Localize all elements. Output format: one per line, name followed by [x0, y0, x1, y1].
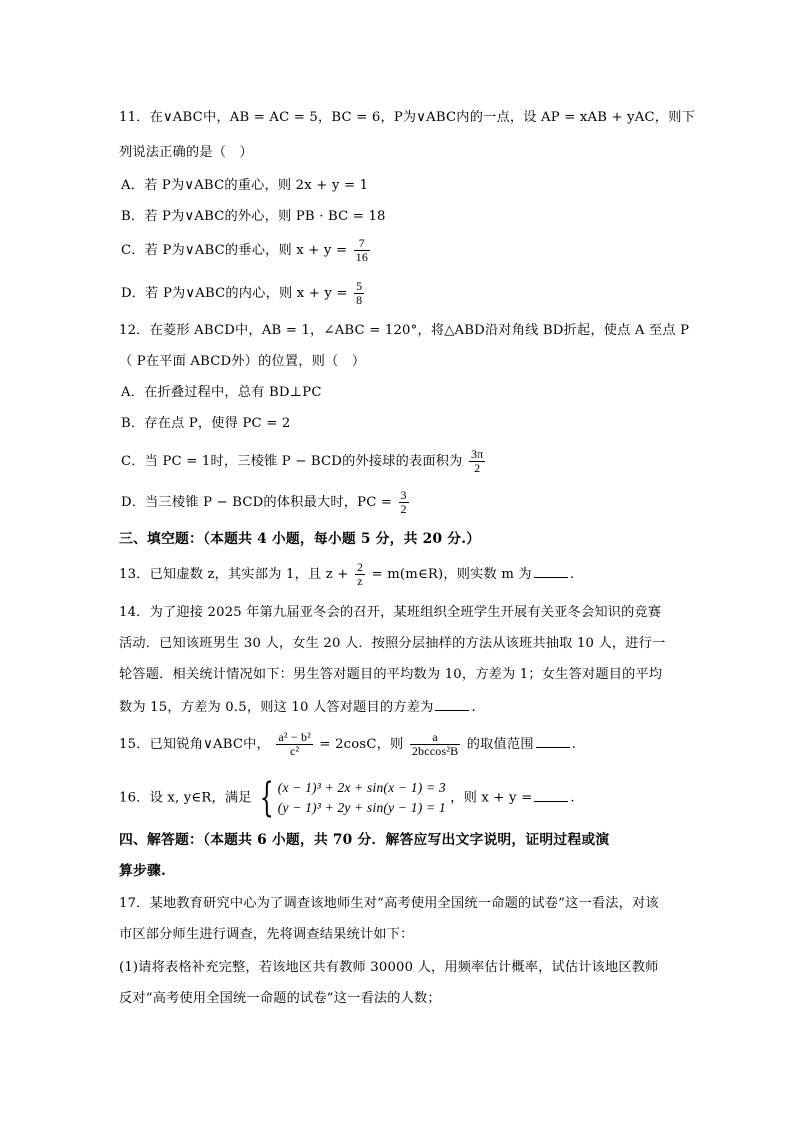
q11-option-d-fraction [354, 280, 364, 307]
q17-line1: 17．某地教育研究中心为了调查该地师生对“高考使用全国统一命题的试卷”这一看法，对该 [119, 896, 659, 911]
q13-end: . [569, 567, 575, 582]
q12-option-a: A．在折叠过程中，总有 BD⊥PC [121, 385, 322, 400]
q16-end: . [570, 790, 575, 806]
q16-line [119, 775, 575, 821]
q17-line4: 反对“高考使用全国统一命题的试卷”这一看法的人数； [119, 991, 441, 1006]
q16-text-pre: 16．设 x, y∈R，满足 [119, 790, 252, 806]
q15-fraction-2 [410, 731, 461, 758]
q11-option-a: A．若 P为∨ABC的重心，则 2x + y = 1 [121, 178, 369, 193]
q11-stem-line2: 列说法正确的是（ ） [119, 145, 253, 160]
q11-option-b: B．若 P为∨ABC的外心，则 PB · BC = 18 [121, 209, 386, 224]
section-4-heading-line1: 四、解答题：（本题共 6 小题，共 70 分．解答应写出文字说明，证明过程或演 [119, 832, 610, 848]
fraction-denominator: z [357, 574, 363, 588]
q14-line4-text: 数为 15，方差为 0.5，则这 10 人答对题目的方差为 [119, 700, 434, 715]
fraction-numerator: 5 [356, 279, 363, 293]
q13-answer-blank[interactable] [534, 563, 568, 578]
fraction-denominator: 16 [355, 250, 369, 264]
q11-option-d-text: D．若 P为∨ABC的内心，则 x + y = [121, 286, 348, 301]
q15-text-pre: 15．已知锐角∨ABC中， [119, 737, 270, 752]
q14-answer-blank[interactable] [435, 696, 469, 711]
q11-option-c-fraction [354, 237, 370, 264]
fraction-denominator: 2bccos²B [411, 744, 459, 758]
fraction-numerator: a [410, 731, 461, 745]
q12-option-c-text: C．当 PC = 1时，三棱锥 P − BCD的外接球的表面积为 [121, 454, 463, 469]
fraction-numerator: 3 [400, 488, 407, 502]
q15-text-mid: = 2cosC，则 [319, 737, 404, 752]
q12-option-d-text: D．当三棱锥 P − BCD的体积最大时，PC = [121, 495, 393, 510]
section-3-heading: 三、填空题：（本题共 4 小题，每小题 5 分，共 20 分.） [119, 531, 481, 547]
q16-answer-blank[interactable] [534, 787, 568, 802]
fraction-denominator: 8 [356, 293, 363, 307]
q12-stem-line1: 12．在菱形 ABCD中，AB = 1，∠ABC = 120°，将△ABD沿对角线 BD折起，使点 A 至点 P [119, 323, 690, 338]
q12-option-d [121, 489, 411, 516]
q15-end: . [571, 737, 577, 752]
fraction-denominator: c² [290, 744, 300, 758]
q11-stem-line1: 11．在∨ABC中，AB = AC = 5，BC = 6，P为∨ABC内的一点，设 AP = xAB + yAC，则下 [119, 110, 695, 125]
q12-option-c-fraction [469, 448, 485, 475]
q13-line [119, 561, 574, 588]
q16-equation-2: (y − 1)³ + 2y + sin(y − 1) = 1 [277, 800, 446, 815]
q15-fraction-1 [276, 731, 313, 758]
fraction-numerator: 2 [356, 560, 364, 574]
q11-option-d [121, 280, 366, 307]
q12-option-c [121, 448, 487, 475]
section-4-heading-line2: 算步骤. [119, 863, 166, 879]
fraction-numerator: a² − b² [278, 730, 312, 744]
q11-option-c [121, 237, 372, 264]
q17-line3: (1)请将表格补充完整，若该地区共有教师 30000 人，用频率估计概率，试估计该地区教师 [119, 960, 659, 975]
q16-equation-1: (x − 1)³ + 2x + sin(x − 1) = 3 [277, 780, 446, 795]
fraction-numerator: 3π [470, 447, 484, 461]
q11-option-c-text: C．若 P为∨ABC的垂心，则 x + y = [121, 243, 348, 258]
q16-equation-system [256, 775, 446, 821]
q15-answer-blank[interactable] [536, 733, 570, 748]
q14-line3: 轮答题．相关统计情况如下：男生答对题目的平均数为 10，方差为 1；女生答对题目的平均 [119, 667, 663, 682]
q14-line2: 活动．已知该班男生 30 人，女生 20 人．按照分层抽样的方法从该班共抽取 10 人，进行一 [119, 636, 666, 651]
q14-line4 [119, 696, 476, 718]
q12-stem-line2: （ P在平面 ABCD外）的位置，则（ ） [119, 354, 366, 369]
q14-end: . [471, 700, 476, 715]
fraction-numerator: 7 [354, 237, 370, 251]
left-brace: { [259, 775, 274, 821]
q15-text-post: 的取值范围 [466, 737, 534, 752]
q13-fraction [355, 561, 365, 588]
q16-text-post: ，则 x + y = [450, 790, 533, 806]
fraction-denominator: 2 [474, 461, 481, 475]
fraction-denominator: 2 [400, 502, 407, 516]
q15-line [119, 731, 576, 758]
q17-line2: 市区部分师生进行调查，先将调查结果统计如下： [119, 927, 414, 942]
q16-equation-rows [278, 778, 446, 818]
q13-text-post: = m(m∈R)，则实数 m 为 [371, 567, 532, 582]
q14-line1: 14．为了迎接 2025 年第九届亚冬会的召开，某班组织全班学生开展有关亚冬会知识的竞赛 [119, 605, 662, 620]
q13-text-pre: 13．已知虚数 z，其实部为 1，且 z + [119, 567, 349, 582]
q12-option-d-fraction [399, 489, 409, 516]
q12-option-b: B．存在点 P，使得 PC = 2 [121, 416, 291, 431]
